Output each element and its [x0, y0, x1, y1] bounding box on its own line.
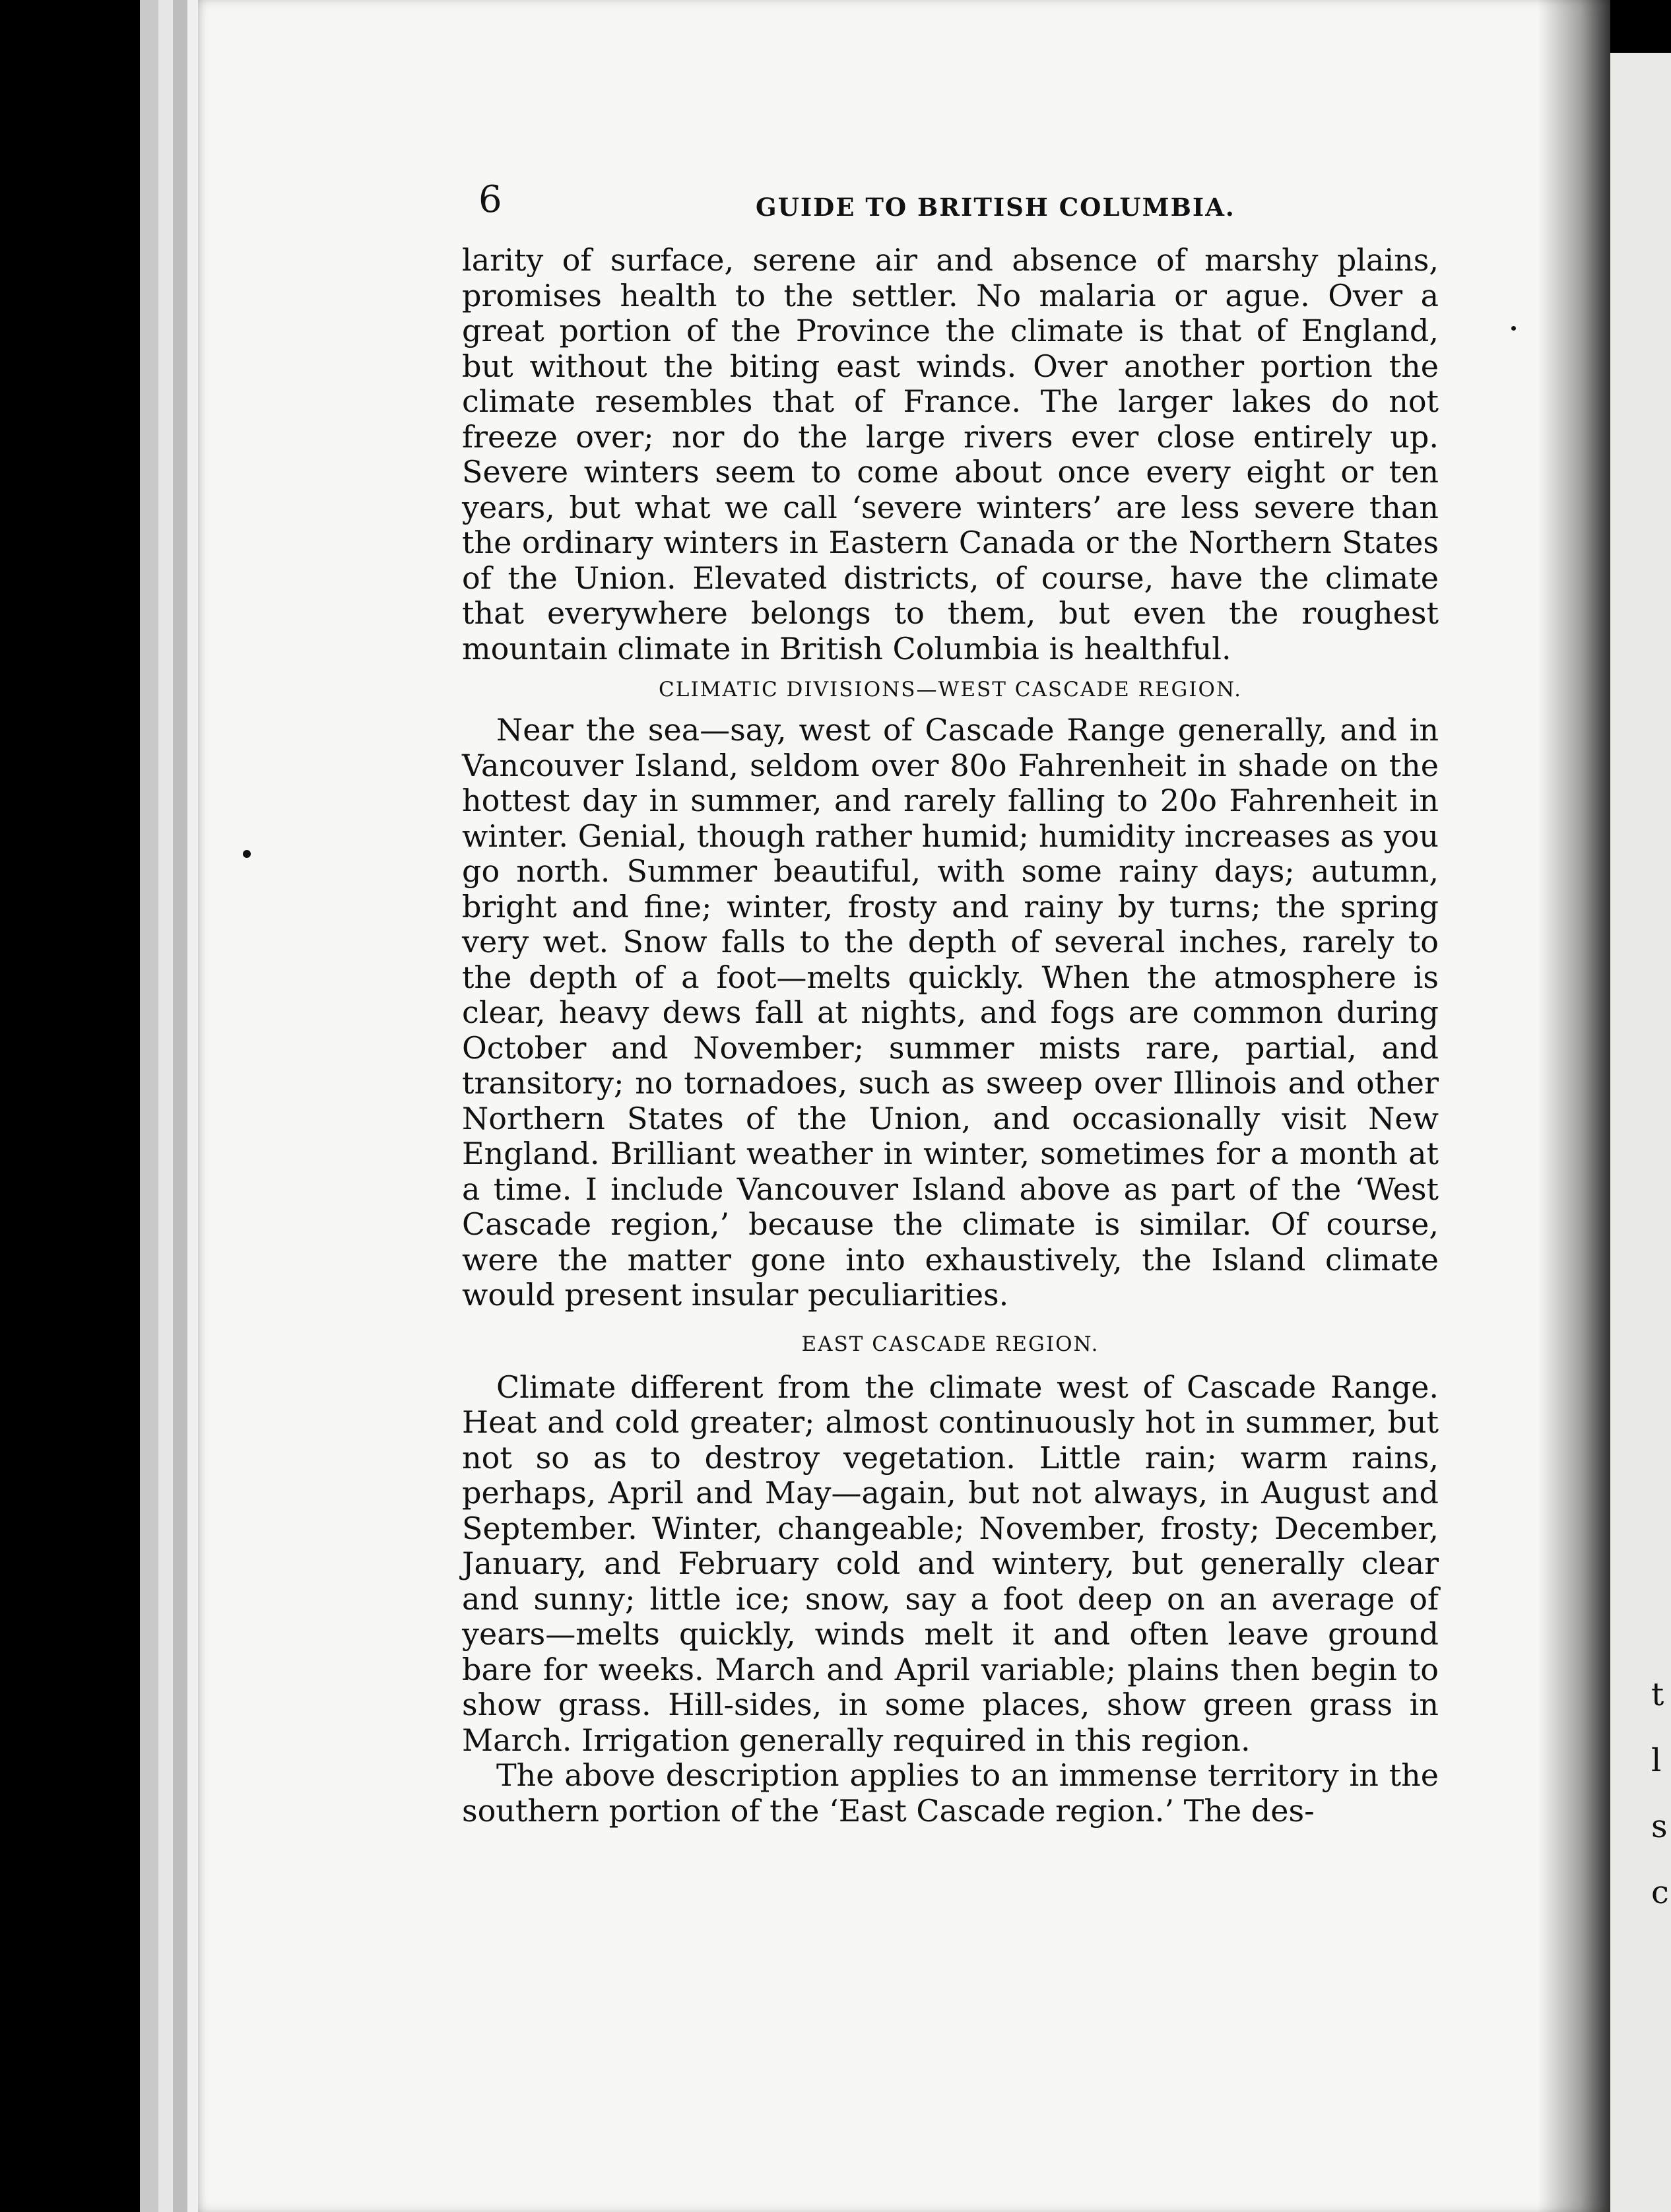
section-heading: CLIMATIC DIVISIONS—WEST CASCADE REGION.: [659, 678, 1242, 701]
paragraph: The above description applies to an immense territory in the southern portion of the ‘East Cascade region.’ The des-: [462, 1757, 1439, 1829]
scan-speck: [243, 850, 251, 858]
paragraph: Near the sea—say, west of Cascade Range generally, and in Vancouver Island, seldom over 80o Fahrenheit in shade on the hottest day in summer, and rarely falling to 20o Fahrenheit in winter. Genial, though rather humid; humidity increases as you go north. Summer beautiful, with some rainy days; autumn, bright and fine; winter, frosty and rainy by turns; the spring very wet. Snow falls to the depth of several inches, rarely to the depth of a foot—melts quickly. When the atmosphere is clear, heavy dews fall at nights, and fogs are common during October and November; summer mists rare, partial, and transitory; no tornadoes, such as sweep over Illinois and other Northern States of the Union, and occasionally visit New England. Brilliant weather in winter, sometimes for a month at a time. I include Vancouver Island above as part of the ‘West Cascade region,’ because the climate is similar. Of course, were the matter gone into exhaustively, the Island climate would present insular peculiarities.: [462, 712, 1439, 1313]
body-text: [462, 243, 1439, 1829]
section-heading: EAST CASCADE REGION.: [801, 1332, 1099, 1356]
adjacent-page-fragment: l: [1651, 1742, 1662, 1779]
adjacent-page-fragment: c: [1651, 1874, 1669, 1911]
paragraph: Climate different from the climate west of Cascade Range. Heat and cold greater; almost continuously hot in summer, but not so as to destroy vegetation. Little rain; warm rains, perhaps, April and May—again, but not always, in August and September. Winter, changeable; November, frosty; December, January, and February cold and wintery, but generally clear and sunny; little ice; snow, say a foot deep on an average of years—melts quickly, winds melt it and often leave ground bare for weeks. March and April variable; plains then begin to show grass. Hill-sides, in some places, show green grass in March. Irrigation generally required in this region.: [462, 1369, 1439, 1758]
running-head: GUIDE TO BRITISH COLUMBIA.: [756, 193, 1235, 222]
page-header: [478, 178, 1455, 238]
page-number: 6: [478, 178, 502, 221]
adjacent-page-fragment: s: [1651, 1808, 1668, 1845]
paragraph: larity of surface, serene air and absence of marshy plains, promises health to the settler. No malaria or ague. Over a great portion of the Province the climate is that of England, but without the biting east winds. Over another portion the climate resembles that of France. The larger lakes do not freeze over; nor do the large rivers ever close entirely up. Severe winters seem to come about once every eight or ten years, but what we call ‘severe winters’ are less severe than the ordinary winters in Eastern Canada or the Northern States of the Union. Elevated districts, of course, have the climate that everywhere belongs to them, but even the roughest mountain climate in British Columbia is healthful.: [462, 242, 1439, 667]
scan-speck: [1511, 326, 1516, 331]
adjacent-page-fragment: t: [1651, 1676, 1664, 1713]
